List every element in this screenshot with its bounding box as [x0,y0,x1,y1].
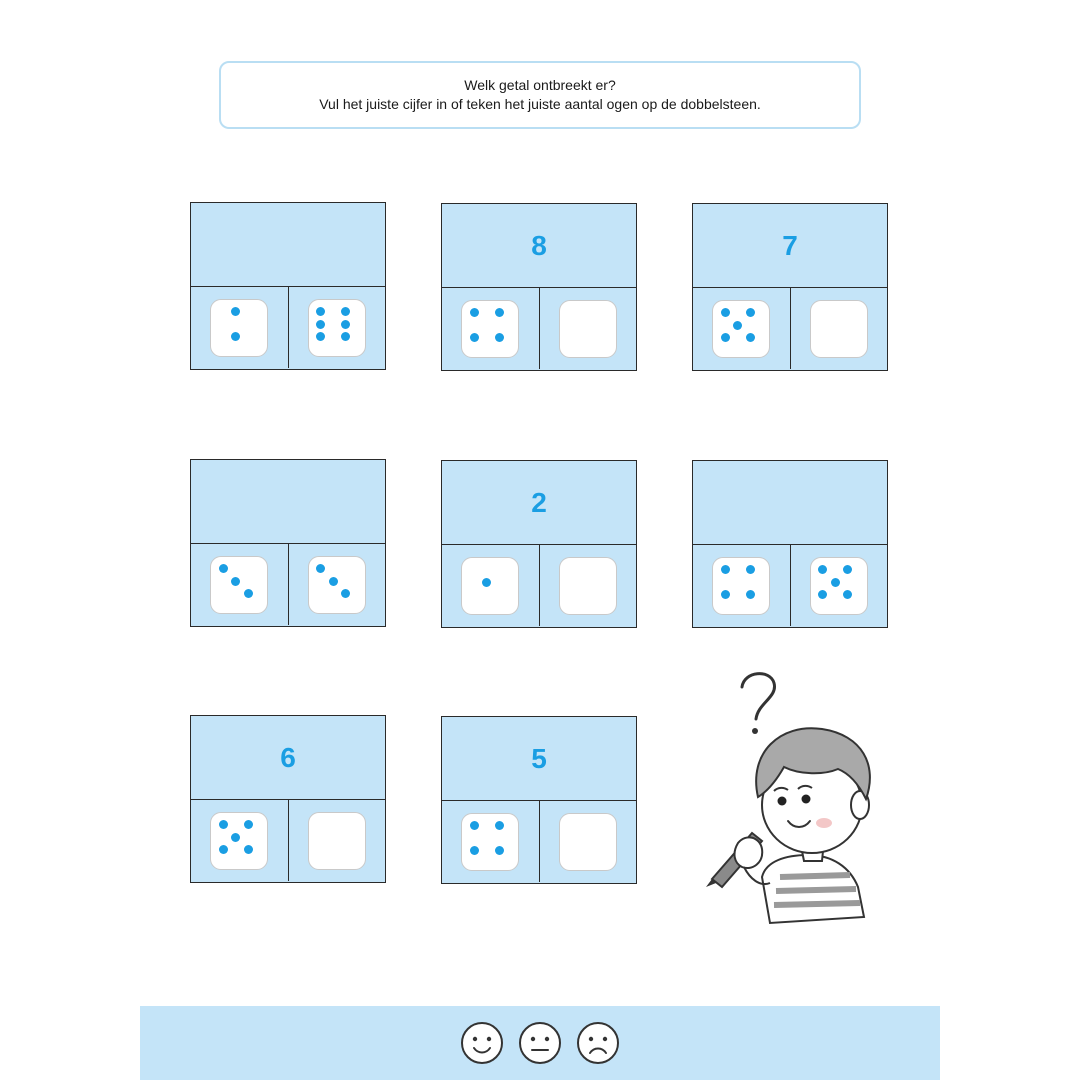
answer-number-box[interactable] [693,461,887,545]
die-left [210,299,268,357]
thinking-boy-icon [700,665,875,925]
die-right[interactable] [810,300,868,358]
die-pip [495,308,504,317]
die-pip [843,565,852,574]
die-pip [746,333,755,342]
die-right [308,556,366,614]
die-pip [244,845,253,854]
answer-number-box[interactable]: 6 [191,716,385,800]
die-pip [341,589,350,598]
answer-number-box[interactable]: 5 [442,717,636,801]
answer-number-box[interactable] [191,203,385,287]
die-right[interactable] [559,557,617,615]
puzzle-2 [441,203,637,371]
die-pip [470,333,479,342]
puzzle-4 [190,459,386,627]
sad-face-icon[interactable] [576,1021,620,1065]
die-pip [231,332,240,341]
die-pip [818,565,827,574]
die-pip [482,578,491,587]
die-pip [721,590,730,599]
die-pip [470,846,479,855]
die-left [210,812,268,870]
die-pip [721,333,730,342]
die-pip [341,320,350,329]
puzzle-1 [190,202,386,370]
die-pip [231,307,240,316]
die-pip [316,332,325,341]
die-pip [329,577,338,586]
die-pip [219,845,228,854]
die-pip [316,307,325,316]
die-left [712,557,770,615]
die-left [461,300,519,358]
die-left [461,813,519,871]
puzzle-8 [441,716,637,884]
die-pip [746,565,755,574]
answer-number-box[interactable] [191,460,385,544]
answer-number-box[interactable]: 8 [442,204,636,288]
puzzle-3 [692,203,888,371]
die-pip [495,333,504,342]
die-pip [231,577,240,586]
die-left [210,556,268,614]
die-pip [721,565,730,574]
die-pip [219,564,228,573]
instructions-line-1: Welk getal ontbreekt er? [464,77,616,93]
die-pip [831,578,840,587]
puzzle-6 [692,460,888,628]
die-pip [746,308,755,317]
answer-number-box[interactable]: 7 [693,204,887,288]
die-pip [470,821,479,830]
die-left [461,557,519,615]
die-left [712,300,770,358]
die-pip [495,821,504,830]
die-pip [470,308,479,317]
die-pip [219,820,228,829]
die-pip [244,589,253,598]
die-pip [733,321,742,330]
puzzle-5 [441,460,637,628]
die-right[interactable] [308,812,366,870]
die-pip [231,833,240,842]
die-right[interactable] [559,813,617,871]
rating-bar [140,1006,940,1080]
die-pip [843,590,852,599]
happy-face-icon[interactable] [460,1021,504,1065]
die-pip [316,320,325,329]
answer-number-box[interactable]: 2 [442,461,636,545]
die-pip [341,332,350,341]
instructions-line-2: Vul het juiste cijfer in of teken het juiste aantal ogen op de dobbelsteen. [319,96,761,112]
die-pip [721,308,730,317]
die-pip [341,307,350,316]
die-right [810,557,868,615]
die-right [308,299,366,357]
die-pip [818,590,827,599]
die-pip [244,820,253,829]
die-pip [316,564,325,573]
instructions-box [219,61,861,129]
puzzle-7 [190,715,386,883]
die-pip [495,846,504,855]
die-pip [746,590,755,599]
neutral-face-icon[interactable] [518,1021,562,1065]
die-right[interactable] [559,300,617,358]
